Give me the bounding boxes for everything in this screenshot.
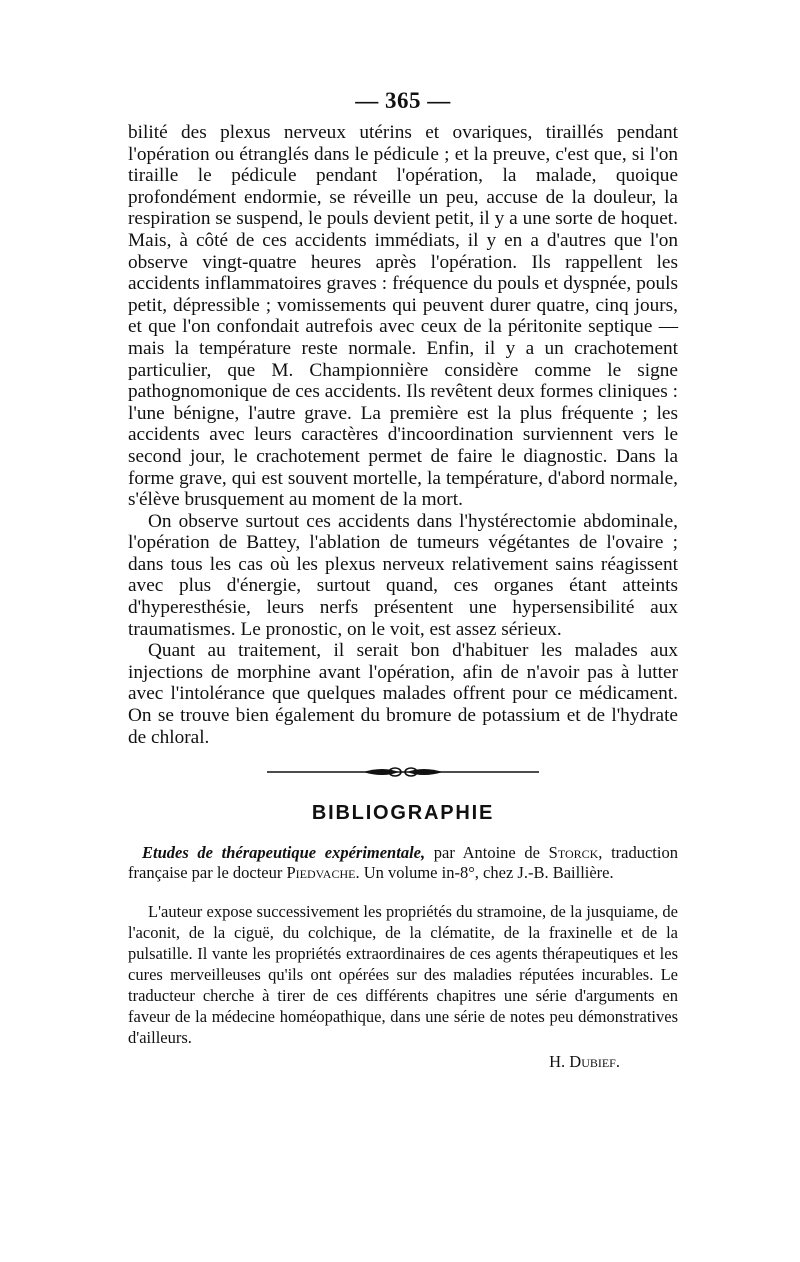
body-paragraph-3: Quant au traitement, il serait bon d'habituer les malades aux injections de morphine avant l'opération, afin de n'avoir pas à lutter avec l'intolérance que quelques malades offrent pour ce médicament. On se trouve bien également du bromure de potassium et de l'hydrate de chloral. bbox=[128, 640, 678, 748]
document-page bbox=[128, 88, 678, 1072]
review-translation-text: , traduction française par le docteur bbox=[128, 843, 678, 883]
review-reference bbox=[128, 843, 678, 883]
body-paragraph-1: bilité des plexus nerveux utérins et ovariques, tiraillés pendant l'opération ou étranglés dans le pédicule ; et la preuve, c'est que, si l'on tiraille le pédicule pendant l'opération, la malade, quoique profondément endormie, se réveille un peu, accuse de la douleur, la respiration se suspend, le pouls devient petit, il y a une sorte de hoquet. Mais, à côté de ces accidents immédiats, il y en a d'autres que l'on observe vingt-quatre heures après l'opération. Ils rappellent les accidents inflammatoires graves : fréquence du pouls et dyspnée, pouls petit, dépressible ; vomissements qui peuvent durer quatre, cinq jours, et que l'on confondait autrefois avec ceux de la péritonite septique — mais la température reste normale. Enfin, il y a un crachotement particulier, que M. Championnière considère comme le signe pathognomonique de ces accidents. Ils revêtent deux formes cliniques : l'une bénigne, l'autre grave. La première est la plus fréquente ; les accidents avec leurs caractères d'incoordination surviennent vers le second jour, le crachotement permet de faire le diagnostic. Dans la forme grave, qui est souvent mortelle, la température, d'abord normale, s'élève brusquement au moment de la mort. bbox=[128, 122, 678, 511]
review-publisher-text: . Un volume in-8°, chez J.-B. Baillière. bbox=[355, 863, 614, 883]
body-paragraph-2: On observe surtout ces accidents dans l'hystérectomie abdominale, l'opération de Battey, l'ablation de tumeurs végétantes de l'ovaire ; dans tous les cas où les plexus nerveux relativement sains réagissent avec plus d'énergie, surtout quand, ces organes étant atteints d'hyperesthésie, leurs nerfs présentent une hypersensibilité aux traumatismes. Le pronostic, on le voit, est assez sérieux. bbox=[128, 510, 678, 640]
review-book-title: Etudes de thérapeutique expérimentale, bbox=[142, 843, 426, 863]
section-heading: BIBLIOGRAPHIE bbox=[311, 802, 495, 825]
review-body: L'auteur expose successivement les propriétés du stramoine, de la jusquiame, de l'aconit, de la ciguë, du colchique, de la clématite, de la fraxinelle et de la pulsatille. Il vante les propriétés extraordinaires de ces agents thérapeutiques et les cures merveilleuses qu'ils ont opérées sur des maladies réputées incurables. Le traducteur cherche à tirer de ces différents chapitres une série d'arguments en faveur de la médecine homéopathique, dans une série de notes peu démonstratives d'ailleurs. bbox=[128, 902, 678, 1048]
review-translator: Piedvache bbox=[286, 863, 356, 883]
page-number: — 365 — bbox=[355, 88, 451, 113]
review-signature: H. Dubief. bbox=[549, 1052, 620, 1072]
review-by-text: par Antoine de bbox=[425, 843, 549, 863]
review-author: Storck bbox=[548, 843, 599, 863]
section-divider-ornament bbox=[267, 764, 539, 780]
